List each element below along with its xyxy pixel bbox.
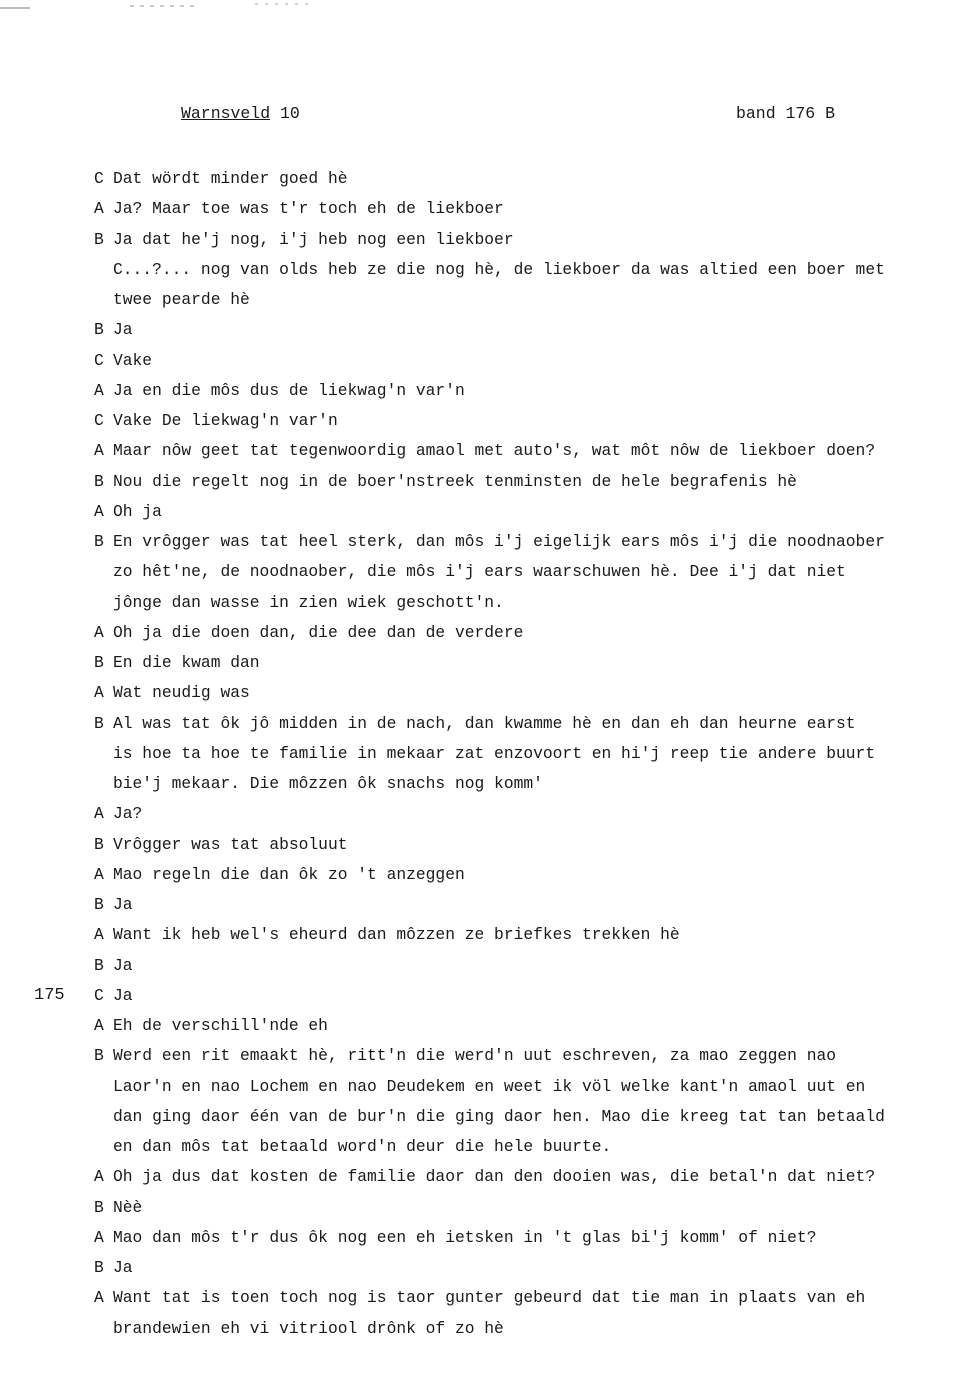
line-text: brandewien eh vi vitriool drônk of zo hè <box>113 1318 504 1338</box>
transcript-line <box>94 557 914 587</box>
line-text: Vake De liekwag'n var'n <box>113 411 338 430</box>
line-text: Nèè <box>113 1197 143 1217</box>
line-text: Werd een rit emaakt hè, ritt'n die werd'n uut eschreven, za mao zeggen nao <box>113 1046 837 1066</box>
speaker-label: C <box>94 985 104 1005</box>
transcript-line <box>94 225 914 255</box>
speaker-label: A <box>94 804 104 824</box>
line-text: Oh ja <box>113 501 162 521</box>
transcript-line <box>94 527 914 557</box>
speaker-label: A <box>94 683 104 703</box>
transcript-line <box>94 709 914 739</box>
speaker-label: A <box>94 380 104 400</box>
header-place: Warnsveld <box>181 104 271 123</box>
transcript-line <box>94 1314 914 1344</box>
speaker-label: A <box>94 199 104 219</box>
transcript-line <box>94 678 914 708</box>
line-text: En vrôgger was tat heel sterk, dan môs i'j eigelijk ears môs i'j die noodnaober <box>113 532 885 551</box>
line-text: jônge dan wasse in zien wiek geschott'n. <box>113 592 504 612</box>
speaker-label: C <box>94 350 104 370</box>
line-text: twee pearde hè <box>113 290 250 309</box>
transcript-line <box>94 376 914 406</box>
speaker-label: A <box>94 441 104 461</box>
speaker-label: B <box>94 653 104 672</box>
transcript-line <box>94 1072 914 1102</box>
speaker-label: B <box>94 471 104 491</box>
line-text: Ja <box>113 895 133 914</box>
speaker-label: A <box>94 501 104 521</box>
transcript-line <box>94 436 914 466</box>
margin-page-number: 175 <box>34 986 65 1005</box>
transcript-line <box>94 346 914 376</box>
transcript-line <box>94 194 914 224</box>
line-text: En die kwam dan <box>113 653 260 672</box>
line-text: Ja <box>113 985 133 1005</box>
line-text: Ja? Maar toe was t'r toch eh de liekboer <box>113 199 504 219</box>
speaker-label: B <box>94 229 104 249</box>
transcript-line <box>94 467 914 497</box>
speaker-label: A <box>94 622 104 642</box>
transcript-line <box>94 830 914 860</box>
transcript-line <box>94 799 914 829</box>
line-text: Ja <box>113 1258 133 1277</box>
transcript-line <box>94 951 914 981</box>
line-text: Want ik heb wel's eheurd dan môzzen ze briefkes trekken hè <box>113 925 680 945</box>
transcript-line <box>94 315 914 345</box>
speaker-label: B <box>94 320 104 340</box>
transcript-line <box>94 981 914 1011</box>
transcript-line <box>94 285 914 315</box>
line-text: Eh de verschill'nde eh <box>113 1016 328 1035</box>
transcript-line <box>94 1162 914 1192</box>
speaker-label: B <box>94 955 104 975</box>
line-text: dan ging daor één van de bur'n die ging daor hen. Mao die kreeg tat tan betaald <box>113 1106 885 1126</box>
line-text: Ja en die môs dus de liekwag'n var'n <box>113 380 465 400</box>
transcript-line <box>94 769 914 799</box>
line-text: Mao regeln die dan ôk zo 't anzeggen <box>113 864 465 884</box>
line-text: Ja <box>113 955 133 975</box>
header-number: 10 <box>280 104 300 123</box>
transcript-line <box>94 648 914 678</box>
line-text: Want tat is toen toch nog is taor gunter gebeurd dat tie man in plaats van eh <box>113 1288 866 1308</box>
transcript-line <box>94 406 914 436</box>
transcript-line <box>94 1041 914 1071</box>
line-text: Ja dat he'j nog, i'j heb nog een liekboer <box>113 229 514 249</box>
speaker-label: A <box>94 1167 104 1187</box>
line-text: en dan môs tat betaald word'n deur die hele buurte. <box>113 1137 612 1156</box>
transcript-line <box>94 164 914 194</box>
transcript-line <box>94 1132 914 1162</box>
line-text: Dat wördt minder goed hè <box>113 169 348 188</box>
line-text: is hoe ta hoe te familie in mekaar zat enzovoort en hi'j reep tie andere buurt <box>113 743 876 763</box>
speaker-label: A <box>94 864 104 884</box>
transcript-line <box>94 1253 914 1283</box>
line-text: Vrôgger was tat absoluut <box>113 834 348 854</box>
speaker-label: B <box>94 1258 104 1277</box>
speaker-label: A <box>94 1227 104 1247</box>
scan-edge-marks <box>0 0 966 40</box>
transcript-line <box>94 588 914 618</box>
transcript-line <box>94 860 914 890</box>
transcript-line <box>94 739 914 769</box>
line-text: zo hêt'ne, de noodnaober, die môs i'j ears waarschuwen hè. Dee i'j dat niet <box>113 562 846 582</box>
line-text: Maar nôw geet tat tegenwoordig amaol met auto's, wat môt nôw de liekboer doen? <box>113 441 876 461</box>
transcript-line <box>94 618 914 648</box>
header-band: band 176 B <box>736 104 836 123</box>
line-text: Ja? <box>113 804 143 824</box>
line-text: Al was tat ôk jô midden in de nach, dan kwamme hè en dan eh dan heurne earst <box>113 713 856 733</box>
transcript-line <box>94 1193 914 1223</box>
line-text: Mao dan môs t'r dus ôk nog een eh ietsken in 't glas bi'j komm' of niet? <box>113 1227 817 1247</box>
line-text: Nou die regelt nog in de boer'nstreek tenminsten de hele begrafenis hè <box>113 471 797 491</box>
speaker-label: B <box>94 532 104 551</box>
speaker-label: C <box>94 411 104 430</box>
speaker-label: A <box>94 1288 104 1308</box>
transcript-line <box>94 1223 914 1253</box>
transcript-line <box>94 255 914 285</box>
speaker-label: B <box>94 834 104 854</box>
speaker-label: A <box>94 925 104 945</box>
transcript-line <box>94 890 914 920</box>
header-left <box>181 104 300 123</box>
speaker-label: A <box>94 1016 104 1035</box>
transcript-line <box>94 497 914 527</box>
speaker-label: B <box>94 713 104 733</box>
transcript-line <box>94 1283 914 1313</box>
transcript-line <box>94 1011 914 1041</box>
line-text: Vake <box>113 350 153 370</box>
line-text: C...?... nog van olds heb ze die nog hè, de liekboer da was altied een boer met <box>113 259 885 279</box>
speaker-label: C <box>94 169 104 188</box>
speaker-label <box>94 255 113 285</box>
speaker-label: B <box>94 1046 104 1066</box>
line-text: Laor'n en nao Lochem en nao Deudekem en weet ik völ welke kant'n amaol uut en <box>113 1076 866 1096</box>
line-text: Oh ja die doen dan, die dee dan de verdere <box>113 622 524 642</box>
speaker-label: B <box>94 895 104 914</box>
line-text: bie'j mekaar. Die môzzen ôk snachs nog komm' <box>113 774 543 793</box>
line-text: Oh ja dus dat kosten de familie daor dan den dooien was, die betal'n dat niet? <box>113 1167 876 1187</box>
speaker-label: B <box>94 1197 104 1217</box>
transcript-lines <box>94 164 914 1344</box>
line-text: Ja <box>113 320 133 340</box>
line-text: Wat neudig was <box>113 683 250 703</box>
transcript-line <box>94 920 914 950</box>
transcript-line <box>94 1102 914 1132</box>
